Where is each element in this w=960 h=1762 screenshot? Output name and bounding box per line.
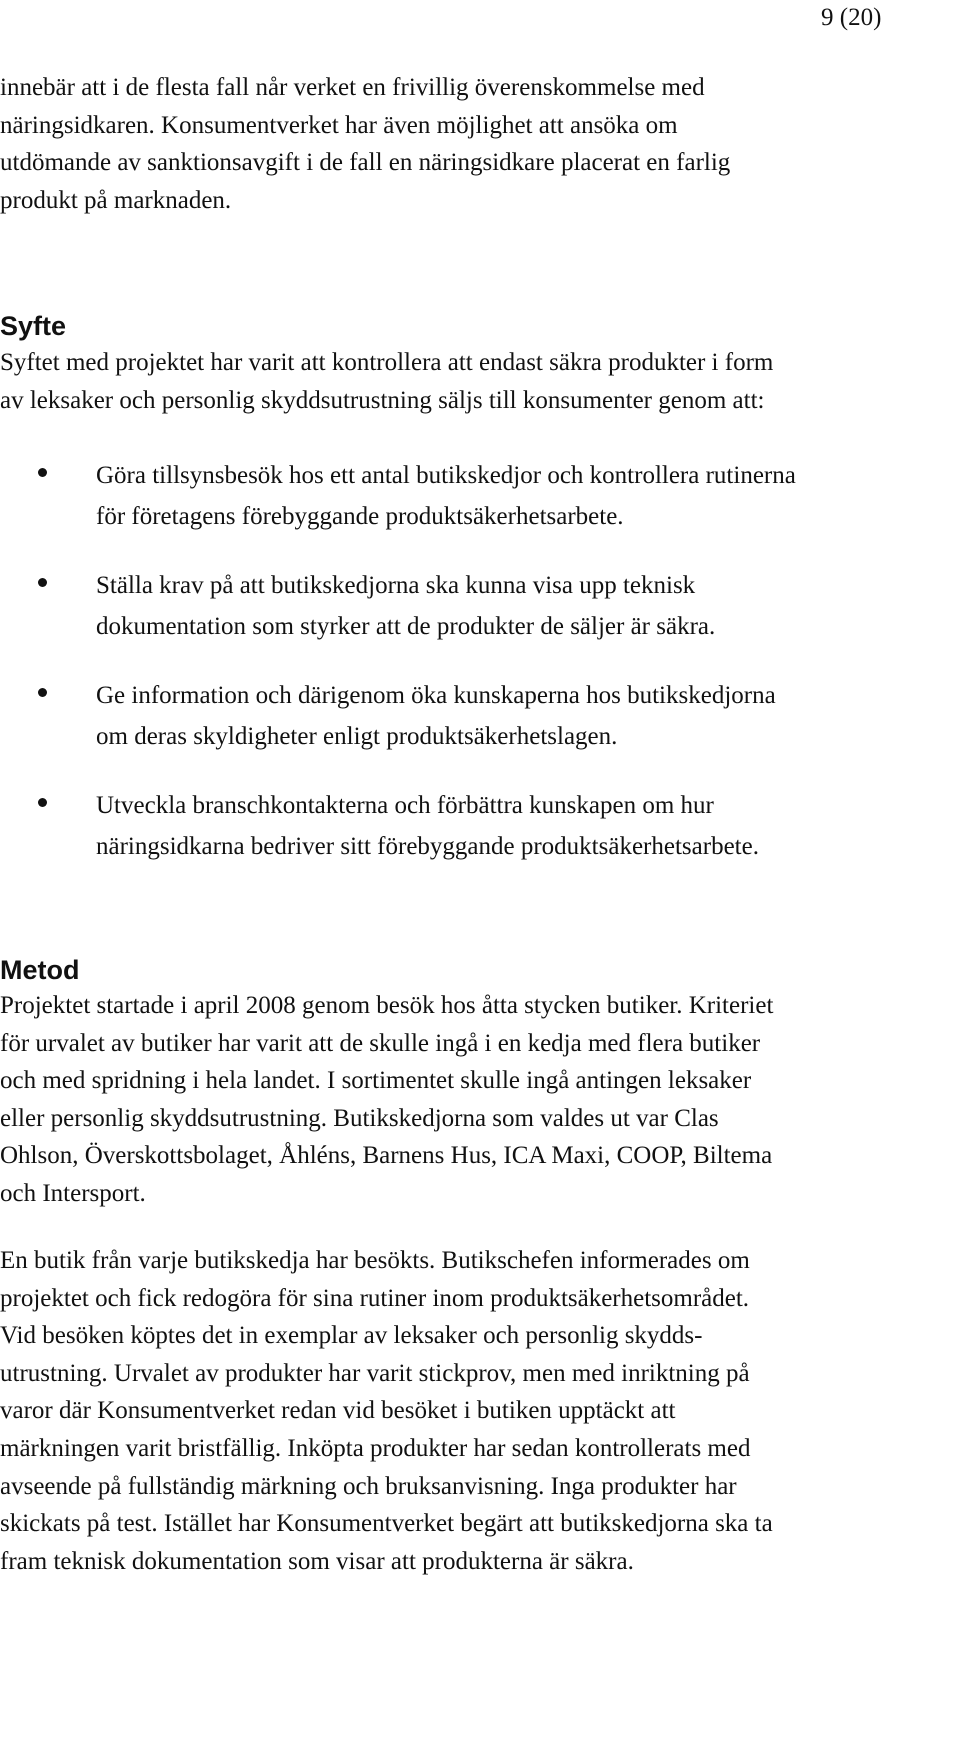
text-line: projektet och fick redogöra för sina rutiner inom produktsäkerhetsområdet. bbox=[0, 1284, 750, 1312]
bullet-icon bbox=[38, 798, 47, 807]
text-line: varor där Konsumentverket redan vid besöket i butiken upptäckt att bbox=[0, 1397, 676, 1425]
text-line: Göra tillsynsbesök hos ett antal butikskedjor och kontrollera rutinerna bbox=[96, 462, 796, 489]
section-heading-metod: Metod bbox=[0, 955, 80, 985]
text-line: Ställa krav på att butikskedjorna ska kunna visa upp teknisk bbox=[96, 572, 696, 599]
text-line: utdömande av sanktionsavgift i de fall en näringsidkare placerat en farlig bbox=[0, 149, 731, 177]
bullet-text bbox=[96, 455, 796, 537]
text-line: Projektet startade i april 2008 genom besök hos åtta stycken butiker. Kriteriet bbox=[0, 992, 774, 1019]
text-line: Syftet med projektet har varit att kontrollera att endast säkra produkter i form bbox=[0, 349, 774, 376]
list-item bbox=[0, 675, 960, 755]
text-line: om deras skyldigheter enligt produktsäkerhetslagen. bbox=[96, 723, 618, 750]
bullet-icon bbox=[38, 578, 47, 587]
bullet-text bbox=[96, 785, 759, 867]
text-line: märkningen varit bristfällig. Inköpta produkter har sedan kontrollerats med bbox=[0, 1434, 751, 1462]
text-line: produkt på marknaden. bbox=[0, 186, 232, 214]
text-line: för urvalet av butiker har varit att de skulle ingå i en kedja med flera butiker bbox=[0, 1029, 761, 1057]
text-line: eller personlig skyddsutrustning. Butikskedjorna som valdes ut var Clas bbox=[0, 1104, 719, 1132]
text-line: En butik från varje butikskedja har besökts. Butikschefen informerades om bbox=[0, 1247, 750, 1274]
text-line: utrustning. Urvalet av produkter har varit stickprov, men med inriktning på bbox=[0, 1359, 750, 1387]
metod-paragraph-1 bbox=[0, 987, 960, 1213]
syfte-paragraph bbox=[0, 344, 960, 419]
text-line: av leksaker och personlig skyddsutrustning säljs till konsumenter genom att: bbox=[0, 386, 765, 414]
text-line: fram teknisk dokumentation som visar att produkterna är säkra. bbox=[0, 1547, 634, 1575]
text-line: och Intersport. bbox=[0, 1179, 146, 1207]
text-line: Ohlson, Överskottsbolaget, Åhléns, Barnens Hus, ICA Maxi, COOP, Biltema bbox=[0, 1142, 773, 1170]
list-item bbox=[0, 565, 960, 645]
section-heading-syfte: Syfte bbox=[0, 311, 67, 341]
bullet-icon bbox=[38, 688, 47, 697]
text-line: för företagens förebyggande produktsäkerhetsarbete. bbox=[96, 503, 624, 530]
page-number: 9 (20) bbox=[821, 4, 882, 31]
text-line: Utveckla branschkontakterna och förbättra kunskapen om hur bbox=[96, 792, 714, 819]
text-line: innebär att i de flesta fall når verket en frivillig överenskommelse med bbox=[0, 74, 705, 101]
text-line: dokumentation som styrker att de produkter de säljer är säkra. bbox=[96, 613, 716, 640]
bullet-text bbox=[96, 565, 715, 647]
text-line: avseende på fullständig märkning och bruksanvisning. Inga produkter har bbox=[0, 1472, 737, 1500]
text-line: Vid besöken köptes det in exemplar av leksaker och personlig skydds- bbox=[0, 1322, 703, 1350]
text-line: skickats på test. Istället har Konsumentverket begärt att butikskedjorna ska ta bbox=[0, 1510, 773, 1538]
bullet-icon bbox=[38, 468, 47, 477]
metod-paragraph-2 bbox=[0, 1242, 960, 1580]
list-item bbox=[0, 785, 960, 865]
text-line: Ge information och därigenom öka kunskaperna hos butikskedjorna bbox=[96, 682, 776, 709]
text-line: näringsidkaren. Konsumentverket har även möjlighet att ansöka om bbox=[0, 111, 678, 139]
bullet-text bbox=[96, 675, 776, 757]
intro-paragraph bbox=[0, 69, 960, 219]
text-line: näringsidkarna bedriver sitt förebyggande produktsäkerhetsarbete. bbox=[96, 833, 759, 860]
text-line: och med spridning i hela landet. I sortimentet skulle ingå antingen leksaker bbox=[0, 1067, 752, 1095]
list-item bbox=[0, 455, 960, 535]
